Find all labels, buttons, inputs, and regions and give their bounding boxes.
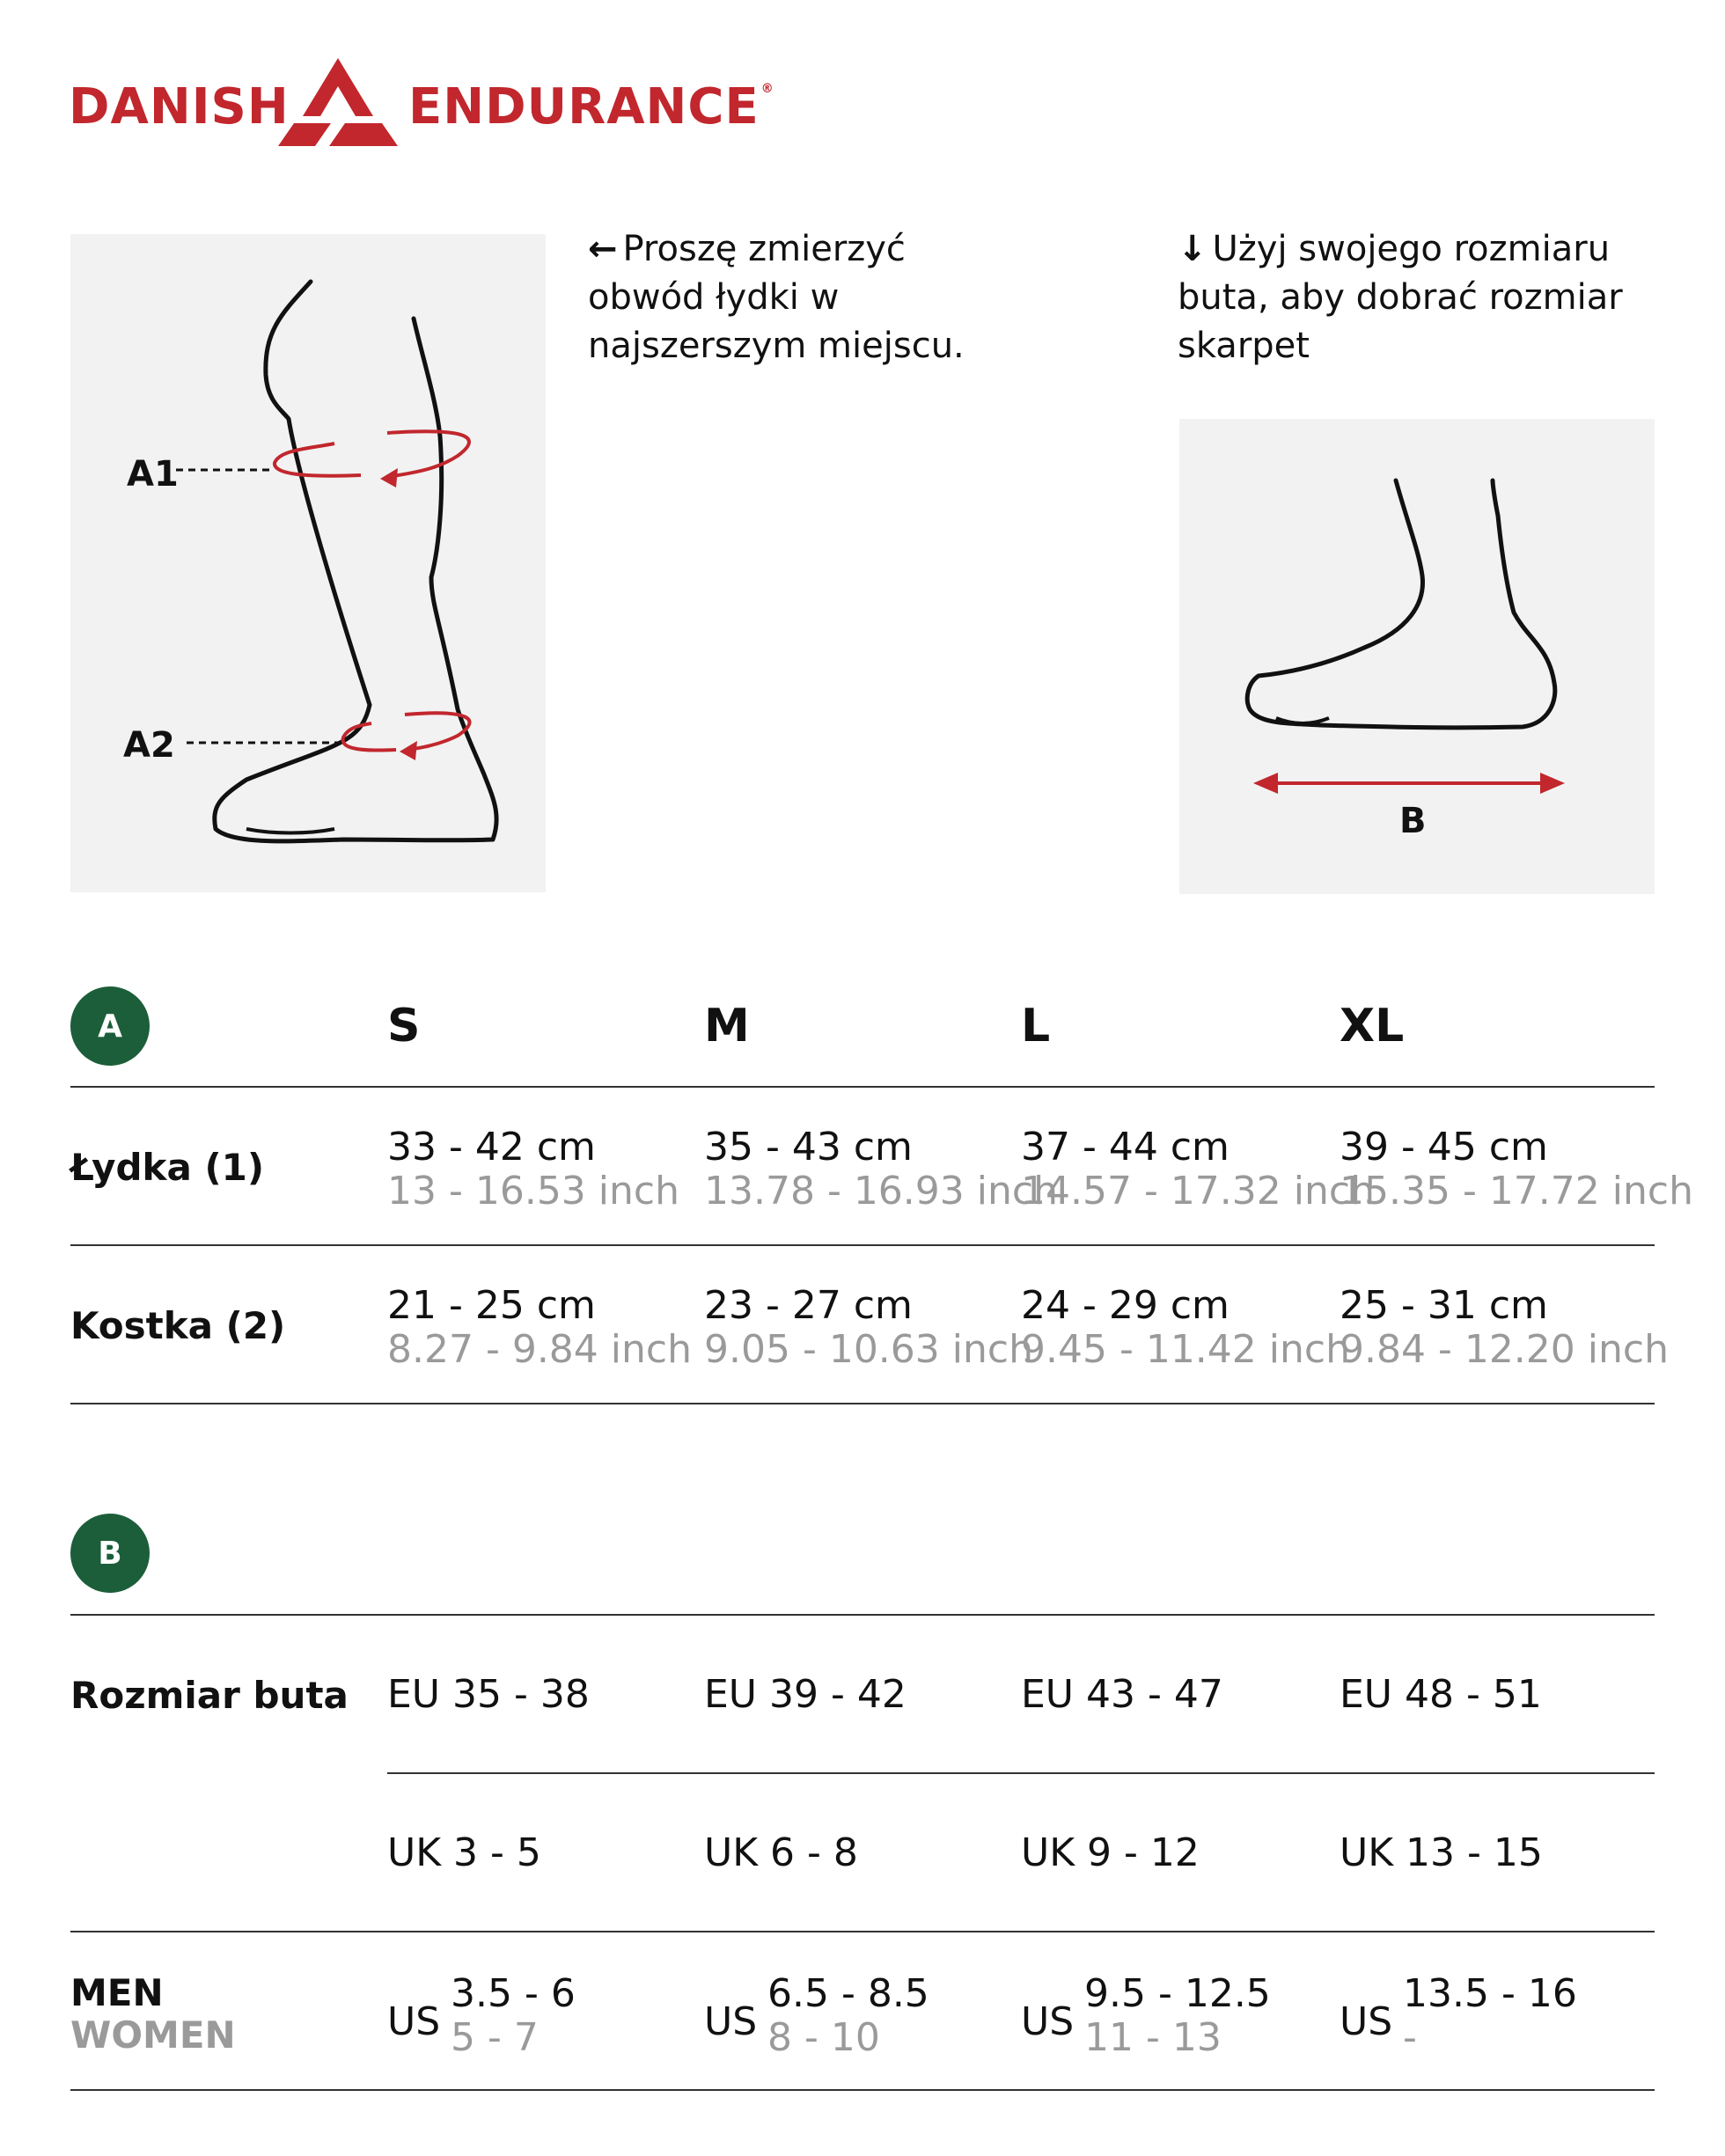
us-size-l: US 9.5 - 12.5 11 - 13 — [1021, 1971, 1271, 2060]
size-header-s: S — [387, 1000, 421, 1052]
ankle-cell-l: 24 - 29 cm 9.45 - 11.42 inch — [1021, 1283, 1350, 1372]
arrow-left-icon: ← — [588, 229, 618, 269]
us-size-s: US 3.5 - 6 5 - 7 — [387, 1971, 576, 2060]
foot-outline-icon — [1179, 419, 1655, 894]
foot-length-illustration — [1179, 419, 1655, 894]
calf-instruction-note: ← Proszę zmierzyć obwód łydki w najszerszym miejscu. — [588, 229, 965, 366]
label-b: B — [1399, 801, 1427, 841]
divider — [70, 1614, 1655, 1616]
eu-size-s: EU 35 - 38 — [387, 1672, 590, 1717]
label-a1: A1 — [127, 454, 179, 495]
divider — [70, 1244, 1655, 1246]
label-a2: A2 — [123, 725, 175, 766]
arrow-down-icon: ↓ — [1178, 229, 1208, 269]
us-size-m: US 6.5 - 8.5 8 - 10 — [704, 1971, 929, 2060]
ankle-cell-s: 21 - 25 cm 8.27 - 9.84 inch — [387, 1283, 692, 1372]
women-label: WOMEN — [70, 2013, 236, 2057]
brand-word-danish: DANISH — [69, 78, 290, 136]
ankle-cell-m: 23 - 27 cm 9.05 - 10.63 inch — [704, 1283, 1033, 1372]
size-header-xl: XL — [1340, 1000, 1405, 1052]
uk-size-s: UK 3 - 5 — [387, 1830, 541, 1875]
brand-word-endurance: ENDURANCE ® — [408, 78, 774, 136]
ankle-cell-xl: 25 - 31 cm 9.84 - 12.20 inch — [1340, 1283, 1669, 1372]
calf-measurement-illustration — [70, 234, 546, 892]
row-label-ankle: Kostka (2) — [70, 1304, 286, 1347]
calf-cell-s: 33 - 42 cm 13 - 16.53 inch — [387, 1125, 679, 1214]
eu-size-xl: EU 48 - 51 — [1340, 1672, 1542, 1717]
eu-size-m: EU 39 - 42 — [704, 1672, 907, 1717]
leg-outline-icon — [70, 234, 546, 892]
row-label-shoe-size: Rozmiar buta — [70, 1674, 349, 1717]
men-label: MEN — [70, 1971, 164, 2014]
brand-logo — [69, 58, 773, 155]
calf-cell-xl: 39 - 45 cm 15.35 - 17.72 inch — [1340, 1125, 1693, 1214]
size-header-m: M — [704, 1000, 750, 1052]
calf-cell-l: 37 - 44 cm 14.57 - 17.32 inch — [1021, 1125, 1375, 1214]
divider — [387, 1772, 1655, 1774]
uk-size-m: UK 6 - 8 — [704, 1830, 858, 1875]
size-header-l: L — [1021, 1000, 1051, 1052]
shoe-size-instruction-note: ↓ Użyj swojego rozmiaru buta, aby dobrać rozmiar skarpet — [1178, 229, 1623, 366]
uk-size-l: UK 9 - 12 — [1021, 1830, 1200, 1875]
divider — [70, 1931, 1655, 1932]
divider — [70, 2089, 1655, 2091]
brand-mountain-icon — [276, 58, 400, 146]
us-size-xl: US 13.5 - 16 - — [1340, 1971, 1577, 2060]
row-label-calf: Łydka (1) — [70, 1146, 265, 1189]
divider — [70, 1403, 1655, 1404]
divider — [70, 1086, 1655, 1088]
eu-size-l: EU 43 - 47 — [1021, 1672, 1223, 1717]
calf-cell-m: 35 - 43 cm 13.78 - 16.93 inch — [704, 1125, 1058, 1214]
section-b-badge: B — [70, 1514, 150, 1593]
uk-size-xl: UK 13 - 15 — [1340, 1830, 1543, 1875]
section-a-badge: A — [70, 986, 150, 1066]
